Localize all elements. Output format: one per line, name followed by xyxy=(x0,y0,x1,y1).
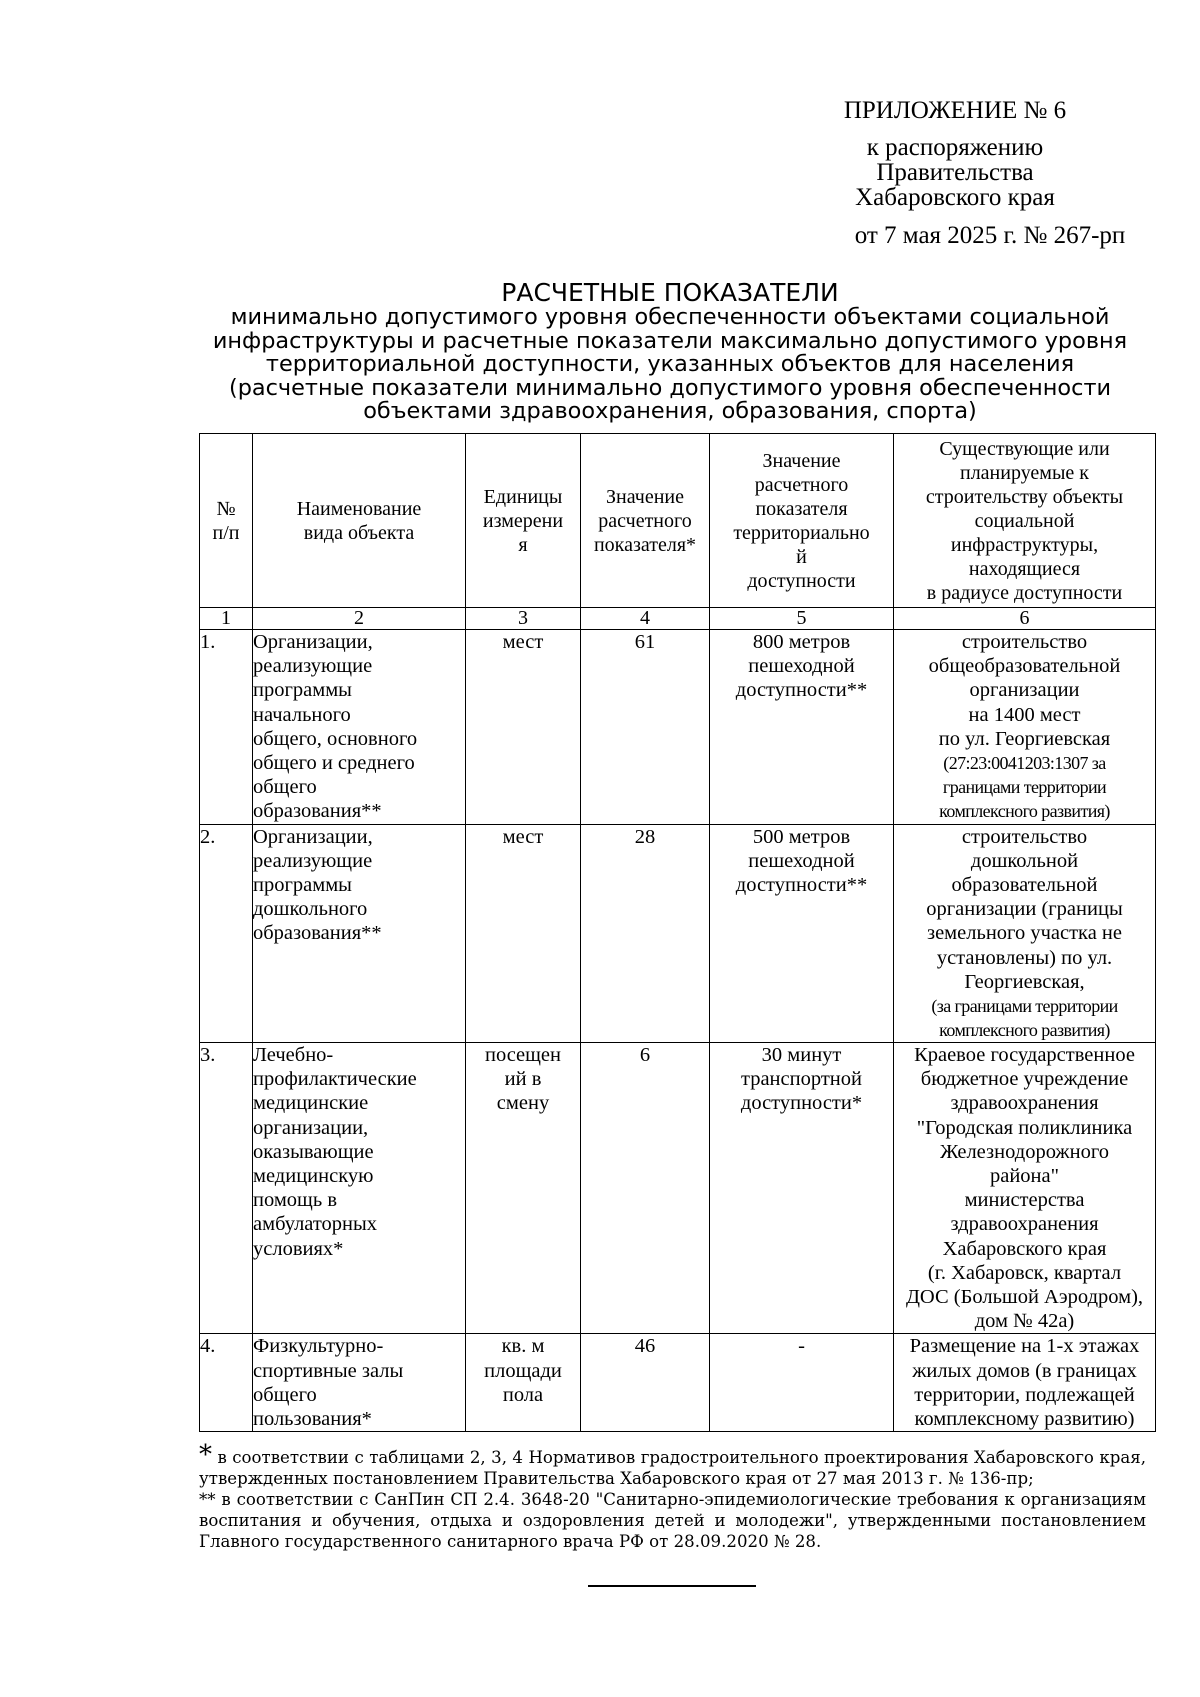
text-line: п/п xyxy=(212,521,240,544)
text-line: (27:23:0041203:1307 за xyxy=(943,753,1106,774)
document-subtitle xyxy=(190,306,1150,424)
object-type-cell xyxy=(253,824,466,1042)
text-line: пешеходной xyxy=(748,655,855,678)
text-line: Организации, xyxy=(253,825,373,848)
row-number-cell: 2. xyxy=(200,824,253,1042)
text-line: показателя xyxy=(755,497,848,520)
text-line: строительство xyxy=(961,631,1088,653)
header-num xyxy=(200,434,253,608)
text-line: (за границами территории xyxy=(931,996,1118,1017)
text-line: дошкольного xyxy=(253,898,368,921)
text-line: дошкольной xyxy=(970,849,1079,872)
distance-cell xyxy=(710,1334,894,1432)
text-line: района" xyxy=(989,1165,1059,1188)
text-line: оказывающие xyxy=(253,1140,374,1163)
text-line: границами территории xyxy=(942,777,1107,798)
text-line: Физкультурно- xyxy=(253,1335,384,1358)
footnotes xyxy=(199,1440,1146,1552)
objects-cell xyxy=(894,630,1156,825)
text-line: комплексного развития) xyxy=(939,1020,1110,1041)
text-line: на 1400 мест xyxy=(968,703,1081,726)
text-line: программы xyxy=(253,679,352,702)
text-line: показателя* xyxy=(593,533,697,556)
text-line: общего и среднего xyxy=(253,752,415,775)
table-row xyxy=(200,1043,1156,1334)
text-line: организации (границы xyxy=(926,898,1123,921)
text-line: образовательной xyxy=(951,874,1098,897)
text-line: доступности* xyxy=(740,1092,863,1115)
text-line: 500 метров xyxy=(752,825,851,848)
unit-cell xyxy=(466,1043,581,1334)
text-line: Краевое государственное xyxy=(914,1044,1135,1067)
text-line: доступности** xyxy=(735,874,868,897)
row-number-cell: 4. xyxy=(200,1334,253,1432)
column-number-row xyxy=(200,608,1156,630)
text-line: Георгиевская, xyxy=(964,970,1085,993)
text-line: спортивные залы xyxy=(253,1359,404,1382)
text-line: смену xyxy=(496,1092,550,1115)
text-line: реализующие xyxy=(253,655,373,678)
text-line: площади xyxy=(484,1359,562,1382)
distance-cell xyxy=(710,824,894,1042)
text-line: транспортной xyxy=(741,1068,862,1091)
text-line: начального xyxy=(253,703,351,726)
text-line: территориально xyxy=(733,521,870,544)
text-line: реализующие xyxy=(253,849,373,872)
text-line: строительству объекты xyxy=(925,485,1124,508)
appendix-title: ПРИЛОЖЕНИЕ № 6 xyxy=(843,97,1067,124)
text-line: я xyxy=(518,533,528,556)
column-number: 6 xyxy=(894,608,1156,630)
value-cell xyxy=(581,1334,710,1432)
table-row xyxy=(200,630,1156,825)
column-number: 5 xyxy=(710,608,894,630)
text-line: 30 минут xyxy=(761,1044,842,1067)
row-number-cell: 1. xyxy=(200,630,253,825)
text-line: условиях* xyxy=(253,1237,344,1260)
text-line: территории, подлежащей xyxy=(914,1383,1135,1406)
text-line: организации, xyxy=(253,1116,369,1139)
column-number: 1 xyxy=(200,608,253,630)
header-name xyxy=(253,434,466,608)
table-row xyxy=(200,824,1156,1042)
object-type-cell xyxy=(253,1043,466,1334)
header-value xyxy=(581,434,710,608)
text-line: 28 xyxy=(634,825,656,848)
objects-cell xyxy=(894,1043,1156,1334)
subtitle-line: (расчетные показатели минимально допустимого уровня обеспеченности xyxy=(228,374,1112,401)
text-line: расчетного xyxy=(754,473,849,496)
appendix-line-1: к распоряжению xyxy=(866,134,1044,161)
text-line: инфраструктуры, xyxy=(950,533,1099,556)
text-line: земельного участка не xyxy=(926,922,1122,945)
text-line: общего, основного xyxy=(253,727,418,750)
text-line: организации xyxy=(969,679,1080,702)
text-line: амбулаторных xyxy=(253,1213,378,1236)
text-line: здравоохранения xyxy=(950,1092,1099,1115)
text-line: Существующие или xyxy=(939,437,1110,460)
footnote-1-text: в соответствии с таблицами 2, 3, 4 Нормативов градостроительного проектирования Хабаровского края, утвержденных постановлением Правительства Хабаровского края от 27 мая 2013 г. № 136-пр; xyxy=(199,1448,1146,1488)
text-line: здравоохранения xyxy=(950,1213,1099,1236)
text-line: № xyxy=(216,497,236,520)
text-line: доступности** xyxy=(735,679,868,702)
appendix-date: от 7 мая 2025 г. № 267-рп xyxy=(854,222,1126,249)
text-line: в радиусе доступности xyxy=(926,581,1123,604)
footnote-2: ** в соответствии с СанПин СП 2.4. 3648-20 "Санитарно-эпидемиологические требования к организациям воспитания и обучения, отдыха и оздоровления детей и молодежи", утвержденными постановлением Главного государственного санитарного врача РФ от 28.09.2020 № 28. xyxy=(199,1490,1146,1551)
text-line: строительство xyxy=(961,825,1088,848)
text-line: медицинские xyxy=(253,1092,369,1115)
text-line: Размещение на 1-х этажах xyxy=(909,1335,1140,1358)
text-line: Значение xyxy=(605,485,685,508)
objects-cell xyxy=(894,1334,1156,1432)
subtitle-line: инфраструктуры и расчетные показатели максимально допустимого уровня xyxy=(212,327,1128,354)
text-line: "Городская поликлиника xyxy=(916,1116,1133,1139)
text-line: программы xyxy=(253,874,352,897)
text-line: пешеходной xyxy=(748,849,855,872)
text-line: помощь в xyxy=(253,1189,337,1212)
text-line: планируемые к xyxy=(959,461,1089,484)
text-line: мест xyxy=(502,631,544,653)
text-line: расчетного xyxy=(598,509,692,532)
text-line: доступности xyxy=(747,569,856,592)
text-line: Железнодорожного xyxy=(940,1140,1109,1163)
text-line: измерени xyxy=(482,509,564,532)
objects-cell xyxy=(894,824,1156,1042)
text-line: Единицы xyxy=(483,485,563,508)
text-line: по ул. Георгиевская xyxy=(938,727,1111,750)
text-line: комплексному развитию) xyxy=(914,1408,1135,1431)
text-line: Хабаровского края xyxy=(942,1237,1107,1260)
text-line: 800 метров xyxy=(752,631,851,653)
header-objects xyxy=(894,434,1156,608)
text-line: 6 xyxy=(639,1044,651,1067)
appendix-line-3: Хабаровского края xyxy=(855,184,1055,211)
text-line: посещен xyxy=(484,1044,562,1067)
text-line: (г. Хабаровск, квартал xyxy=(927,1261,1122,1284)
text-line: пола xyxy=(502,1383,544,1406)
header-distance xyxy=(710,434,894,608)
subtitle-line: территориальной доступности, указанных объектов для населения xyxy=(265,351,1075,377)
subtitle-line: минимально допустимого уровня обеспеченности объектами социальной xyxy=(230,304,1110,330)
footnote-1-mark: * xyxy=(199,1440,212,1470)
value-cell xyxy=(581,630,710,825)
text-line: ий в xyxy=(504,1068,542,1091)
text-line: мест xyxy=(502,825,544,848)
text-line: кв. м xyxy=(501,1335,545,1358)
text-line: установлены) по ул. xyxy=(936,946,1113,969)
text-line: Значение xyxy=(762,449,841,472)
text-line: Лечебно- xyxy=(253,1044,334,1067)
document-title: РАСЧЕТНЫЕ ПОКАЗАТЕЛИ xyxy=(501,278,839,307)
column-number: 3 xyxy=(466,608,581,630)
text-line: - xyxy=(798,1335,805,1358)
text-line: профилактические xyxy=(253,1068,417,1091)
text-line: находящиеся xyxy=(968,557,1081,580)
distance-cell xyxy=(710,1043,894,1334)
unit-cell xyxy=(466,1334,581,1432)
object-type-cell xyxy=(253,1334,466,1432)
text-line: общего xyxy=(253,1383,317,1406)
text-line: жилых домов (в границах xyxy=(912,1359,1137,1382)
text-line: Организации, xyxy=(253,631,373,653)
column-number: 4 xyxy=(581,608,710,630)
text-line: общего xyxy=(253,776,317,799)
text-line: ДОС (Большой Аэродром), xyxy=(905,1286,1144,1309)
value-cell xyxy=(581,1043,710,1334)
subtitle-line: объектами здравоохранения, образования, спорта) xyxy=(363,398,977,424)
distance-cell xyxy=(710,630,894,825)
text-line: й xyxy=(796,545,807,568)
indicators-table xyxy=(199,433,1156,1432)
appendix-line-2: Правительства xyxy=(876,159,1034,186)
text-line: образования** xyxy=(253,800,382,823)
column-number: 2 xyxy=(253,608,466,630)
text-line: образования** xyxy=(253,922,382,945)
value-cell xyxy=(581,824,710,1042)
unit-cell xyxy=(466,630,581,825)
text-line: медицинскую xyxy=(253,1165,374,1188)
text-line: социальной xyxy=(974,509,1075,532)
text-line: 61 xyxy=(634,631,656,653)
object-type-cell xyxy=(253,630,466,825)
separator-line xyxy=(588,1585,756,1587)
text-line: пользования* xyxy=(253,1408,372,1431)
unit-cell xyxy=(466,824,581,1042)
text-line: общеобразовательной xyxy=(928,655,1121,678)
row-number-cell: 3. xyxy=(200,1043,253,1334)
header-row xyxy=(200,434,1156,608)
text-line: вида объекта xyxy=(303,521,415,544)
table-row xyxy=(200,1334,1156,1432)
footnote-1 xyxy=(199,1440,1146,1489)
text-line: комплексного развития) xyxy=(939,801,1110,822)
text-line: бюджетное учреждение xyxy=(920,1068,1129,1091)
text-line: дом № 42а) xyxy=(974,1310,1075,1333)
text-line: Наименование xyxy=(296,497,422,520)
header-unit xyxy=(466,434,581,608)
text-line: министерства xyxy=(964,1189,1085,1212)
text-line: 46 xyxy=(634,1335,656,1358)
